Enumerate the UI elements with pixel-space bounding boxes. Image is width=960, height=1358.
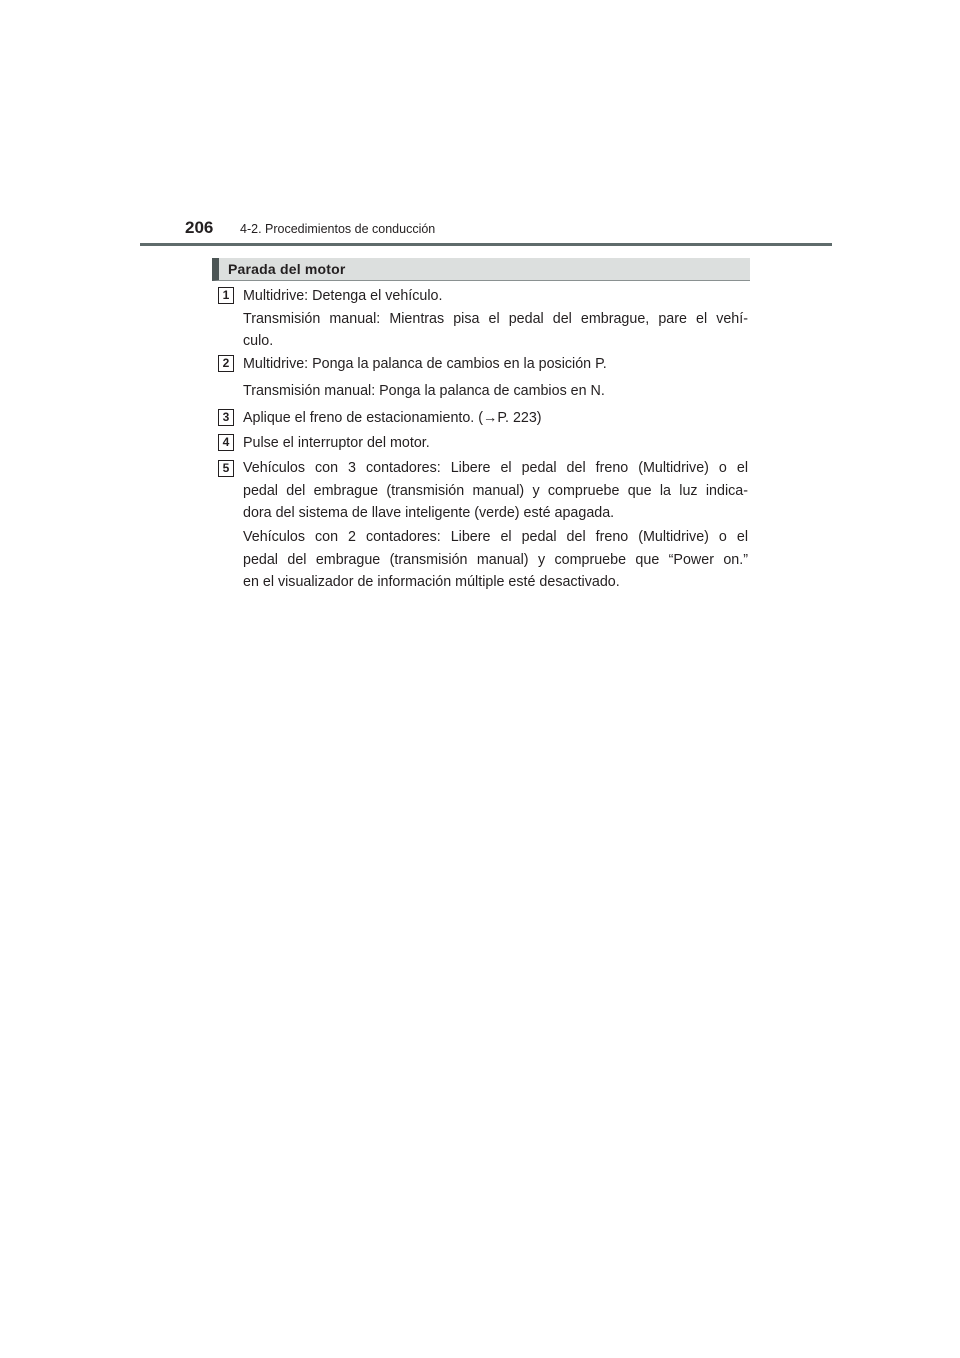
text-line: Vehículos con 3 contadores: Libere el pedal del freno (Multidrive) o el	[243, 460, 748, 476]
step-number-badge: 2	[218, 355, 234, 372]
header-divider	[140, 243, 832, 246]
heading-title: Parada del motor	[228, 261, 346, 277]
step-text	[243, 407, 748, 430]
step-text	[243, 285, 748, 353]
heading-bar	[212, 258, 750, 281]
step-text	[243, 353, 748, 376]
text-line: Transmisión manual: Mientras pisa el pedal del embrague, pare el vehí-	[243, 310, 748, 327]
step-number-badge: 5	[218, 460, 234, 477]
text-line: dora del sistema de llave inteligente (verde) esté apagada.	[243, 505, 615, 521]
text-line: pedal del embrague (transmisión manual) y compruebe que “Power on.”	[243, 551, 748, 568]
step-text	[243, 526, 748, 594]
text-line: Transmisión manual: Ponga la palanca de cambios en N.	[243, 383, 605, 399]
text-line: Aplique el freno de estacionamiento. (→P. 223)	[243, 410, 542, 426]
text-line: Multidrive: Ponga la palanca de cambios en la posición P.	[243, 356, 607, 372]
step-number-badge: 1	[218, 287, 234, 304]
step-number-badge: 4	[218, 434, 234, 451]
step-text	[243, 457, 748, 525]
text-line: culo.	[243, 333, 274, 349]
text-line: Pulse el interruptor del motor.	[243, 435, 430, 451]
text-line: en el visualizador de información múltiple esté desactivado.	[243, 574, 620, 590]
text-line: Vehículos con 2 contadores: Libere el pedal del freno (Multidrive) o el	[243, 529, 748, 545]
step-text	[243, 432, 748, 455]
step-text	[243, 380, 748, 403]
text-line: Multidrive: Detenga el vehículo.	[243, 288, 443, 304]
section-title: 4-2. Procedimientos de conducción	[240, 222, 436, 236]
text-line: pedal del embrague (transmisión manual) y compruebe que la luz indica-	[243, 482, 748, 499]
step-number-badge: 3	[218, 409, 234, 426]
page-number: 206	[185, 218, 214, 237]
